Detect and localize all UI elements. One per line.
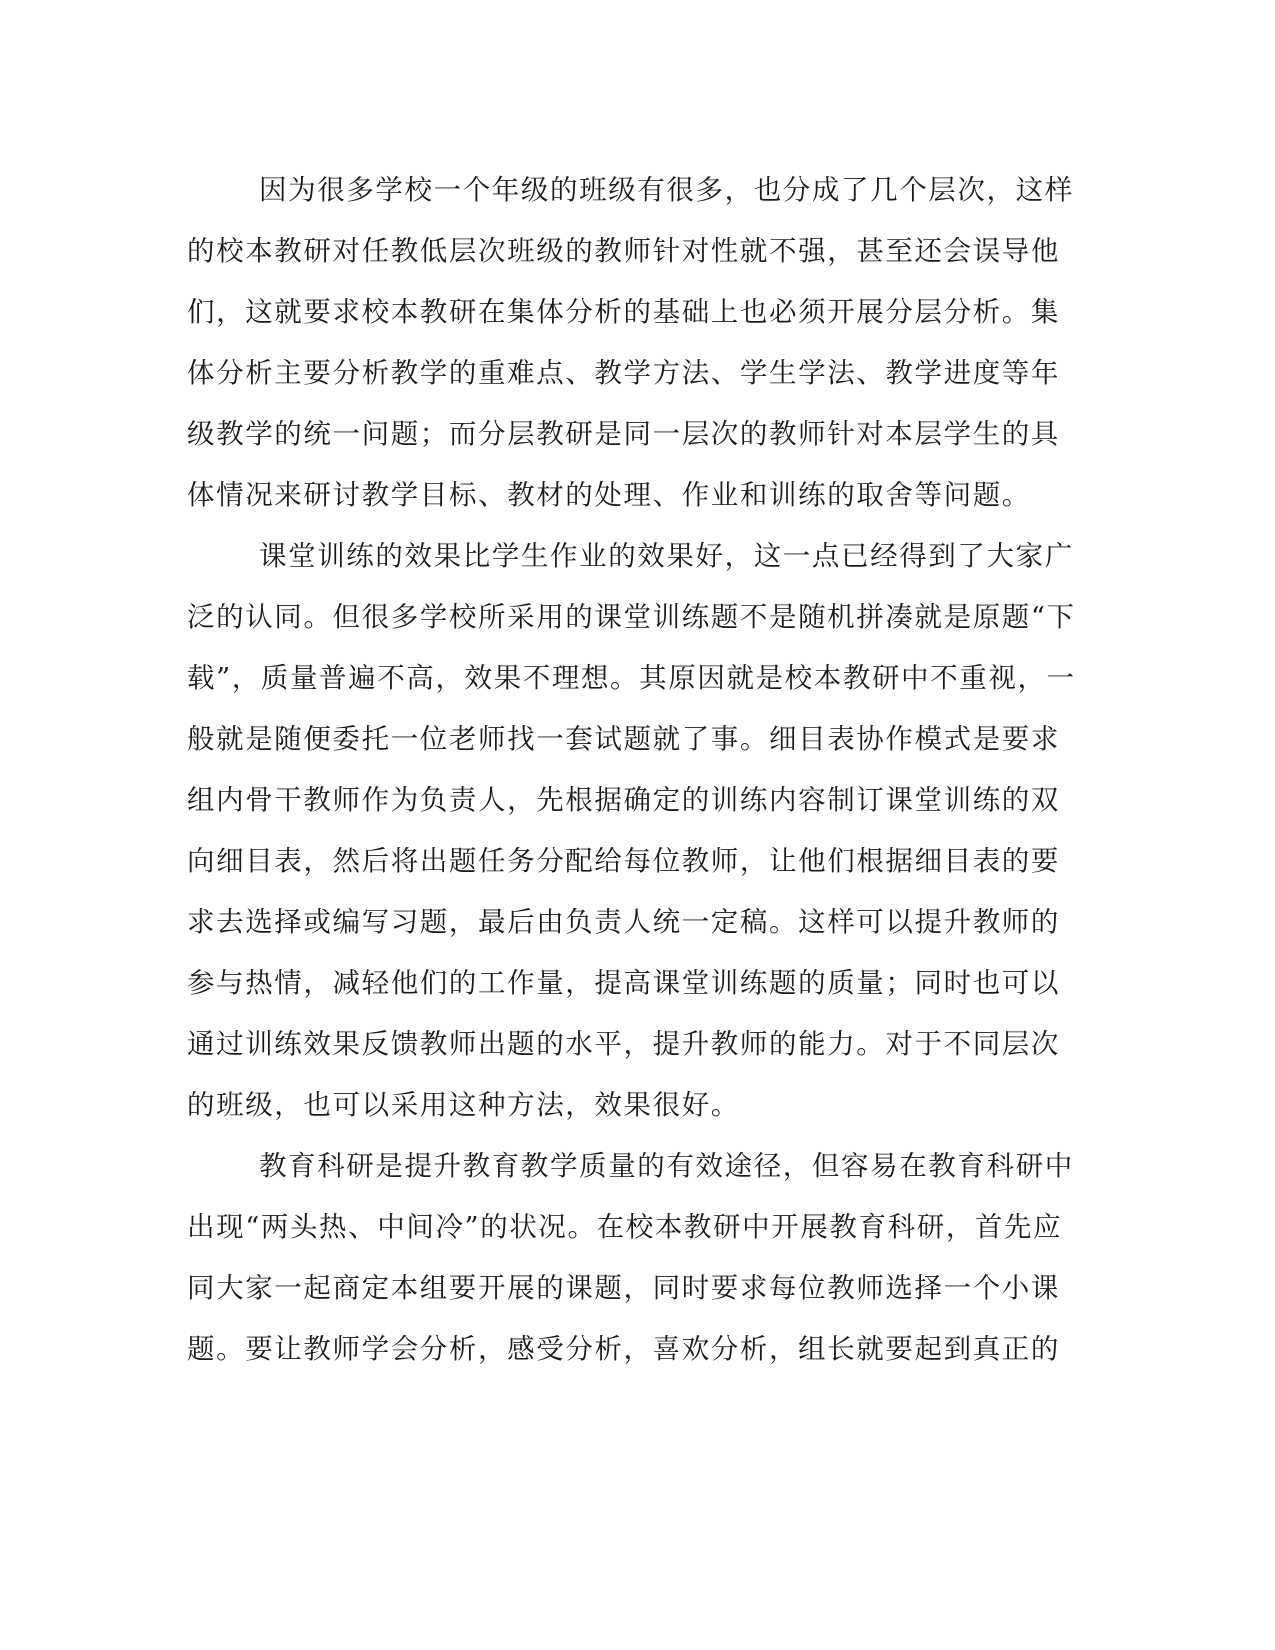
text-line: 泛的认同。但很多学校所采用的课堂训练题不是随机拼凑就是原题“下 [187,601,1076,633]
text-line: 通过训练效果反馈教师出题的水平，提升教师的能力。对于不同层次 [187,1028,1060,1060]
text-line: 因为很多学校一个年级的班级有很多，也分成了几个层次，这样 [259,174,1074,206]
text-line: 体情况来研讨教学目标、教材的处理、作业和训练的取舍等问题。 [187,479,1031,511]
text-line: 级教学的统一问题；而分层教研是同一层次的教师针对本层学生的具 [187,418,1060,450]
text-line: 课堂训练的效果比学生作业的效果好，这一点已经得到了大家广 [259,540,1074,572]
text-line: 向细目表，然后将出题任务分配给每位教师，让他们根据细目表的要 [187,845,1060,877]
paragraph-3 [187,1136,1074,1380]
text-line: 的校本教研对任教低层次班级的教师针对性就不强，甚至还会误导他 [187,235,1060,267]
text-line: 体分析主要分析教学的重难点、教学方法、学生学法、教学进度等年 [187,357,1060,389]
paragraph-1 [187,160,1074,526]
text-line: 组内骨干教师作为负责人，先根据确定的训练内容制订课堂训练的双 [187,784,1060,816]
text-line: 参与热情，减轻他们的工作量，提高课堂训练题的质量；同时也可以 [187,967,1060,999]
text-line: 出现“两头热、中间冷”的状况。在校本教研中开展教育科研，首先应 [187,1211,1063,1243]
text-line: 题。要让教师学会分析，感受分析，喜欢分析，组长就要起到真正的 [187,1333,1060,1365]
text-line: 的班级，也可以采用这种方法，效果很好。 [187,1089,740,1121]
document-body [187,160,1076,1380]
text-line: 求去选择或编写习题，最后由负责人统一定稿。这样可以提升教师的 [187,906,1060,938]
text-line: 般就是随便委托一位老师找一套试题就了事。细目表协作模式是要求 [187,723,1060,755]
text-line: 们，这就要求校本教研在集体分析的基础上也必须开展分层分析。集 [187,296,1060,328]
text-line: 同大家一起商定本组要开展的课题，同时要求每位教师选择一个小课 [187,1272,1060,1304]
paragraph-2 [187,526,1076,1136]
text-line: 载”，质量普遍不高，效果不理想。其原因就是校本教研中不重视，一 [187,662,1076,694]
text-line: 教育科研是提升教育教学质量的有效途径，但容易在教育科研中 [259,1150,1074,1182]
